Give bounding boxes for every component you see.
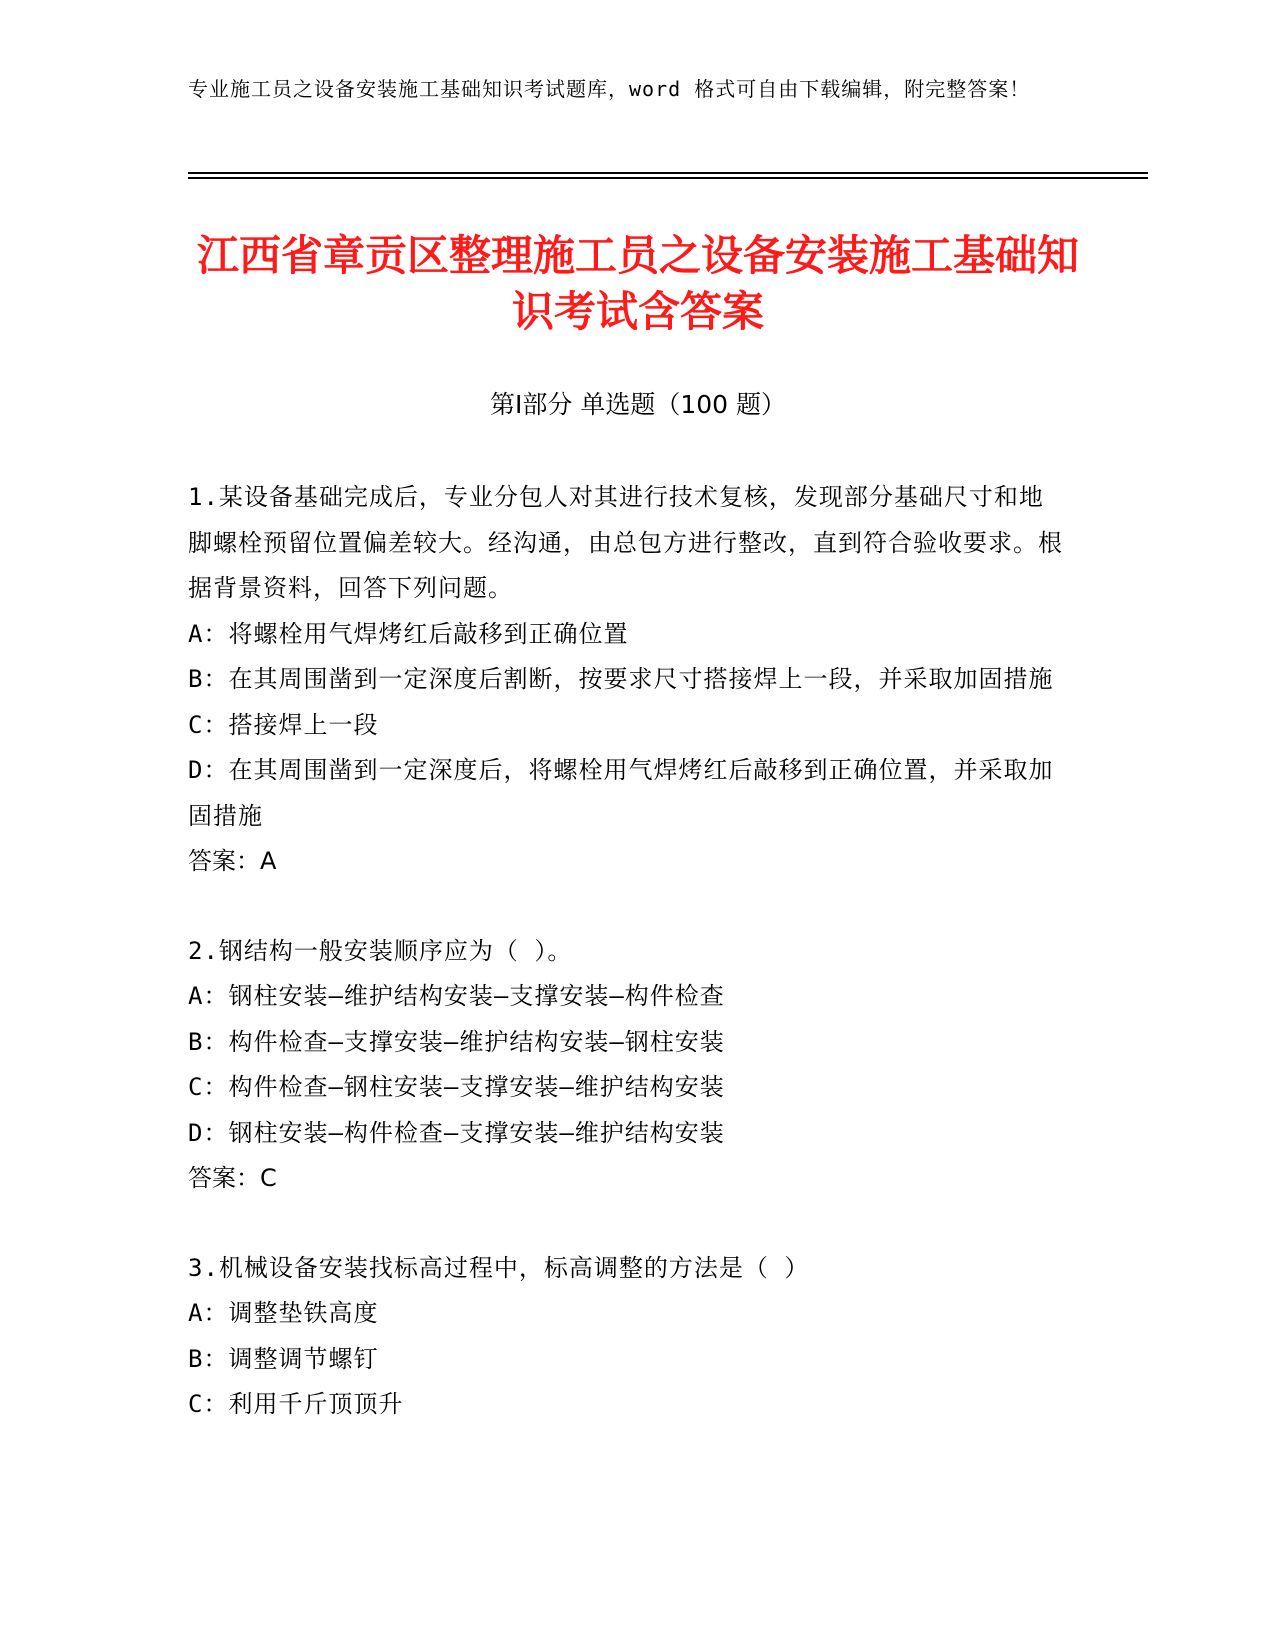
option-d: D：在其周围凿到一定深度后，将螺栓用气焊烤红后敲移到正确位置，并采取加固措施	[188, 756, 1054, 830]
answer-line	[188, 839, 1068, 885]
option-d: D：钢柱安装—构件检查—支撑安装—维护结构安装	[188, 1118, 725, 1147]
question-list	[188, 475, 1068, 1472]
option-c: C：构件检查—钢柱安装—支撑安装—维护结构安装	[188, 1073, 725, 1101]
option-b: B：构件检查—支撑安装—维护结构安装—钢柱安装	[188, 1027, 725, 1056]
answer-value: C	[260, 1164, 277, 1192]
question-stem: 1.某设备基础完成后，专业分包人对其进行技术复核，发现部分基础尺寸和地脚螺栓预留位置偏差较大。经沟通，由总包方进行整改，直到符合验收要求。根据背景资料，回答下列问题。	[188, 483, 1063, 602]
answer-value: A	[260, 847, 277, 875]
header-rule-bottom	[188, 177, 1148, 179]
option-c: C：搭接焊上一段	[188, 710, 379, 739]
option-a: A：钢柱安装—维护结构安装—支撑安装—构件检查	[188, 982, 725, 1010]
option-a: A：调整垫铁高度	[188, 1299, 379, 1327]
option-b: B：在其周围凿到一定深度后割断，按要求尺寸搭接焊上一段，并采取加固措施	[188, 665, 1054, 693]
option-c: C：利用千斤顶顶升	[188, 1390, 404, 1418]
section-title: 第Ⅰ部分 单选题（100 题）	[490, 390, 786, 419]
answer-label: 答案：	[188, 1164, 260, 1192]
header-note: 专业施工员之设备安装施工基础知识考试题库，word 格式可自由下载编辑，附完整答案！	[188, 77, 1031, 101]
question-1	[188, 475, 1068, 885]
option-b: B：调整调节螺钉	[188, 1344, 379, 1373]
answer-label: 答案：	[188, 847, 260, 875]
question-2	[188, 929, 1068, 1202]
question-stem: 3.机械设备安装找标高过程中，标高调整的方法是（ ）	[188, 1253, 810, 1282]
question-stem: 2.钢结构一般安装顺序应为（ ）。	[188, 936, 573, 965]
answer-line	[188, 1156, 1068, 1202]
header-rule-top	[188, 172, 1148, 174]
document-title: 江西省章贡区整理施工员之设备安装施工基础知识考试含答案	[196, 231, 1079, 336]
question-3	[188, 1246, 1068, 1428]
option-a: A：将螺栓用气焊烤红后敲移到正确位置	[188, 619, 629, 648]
